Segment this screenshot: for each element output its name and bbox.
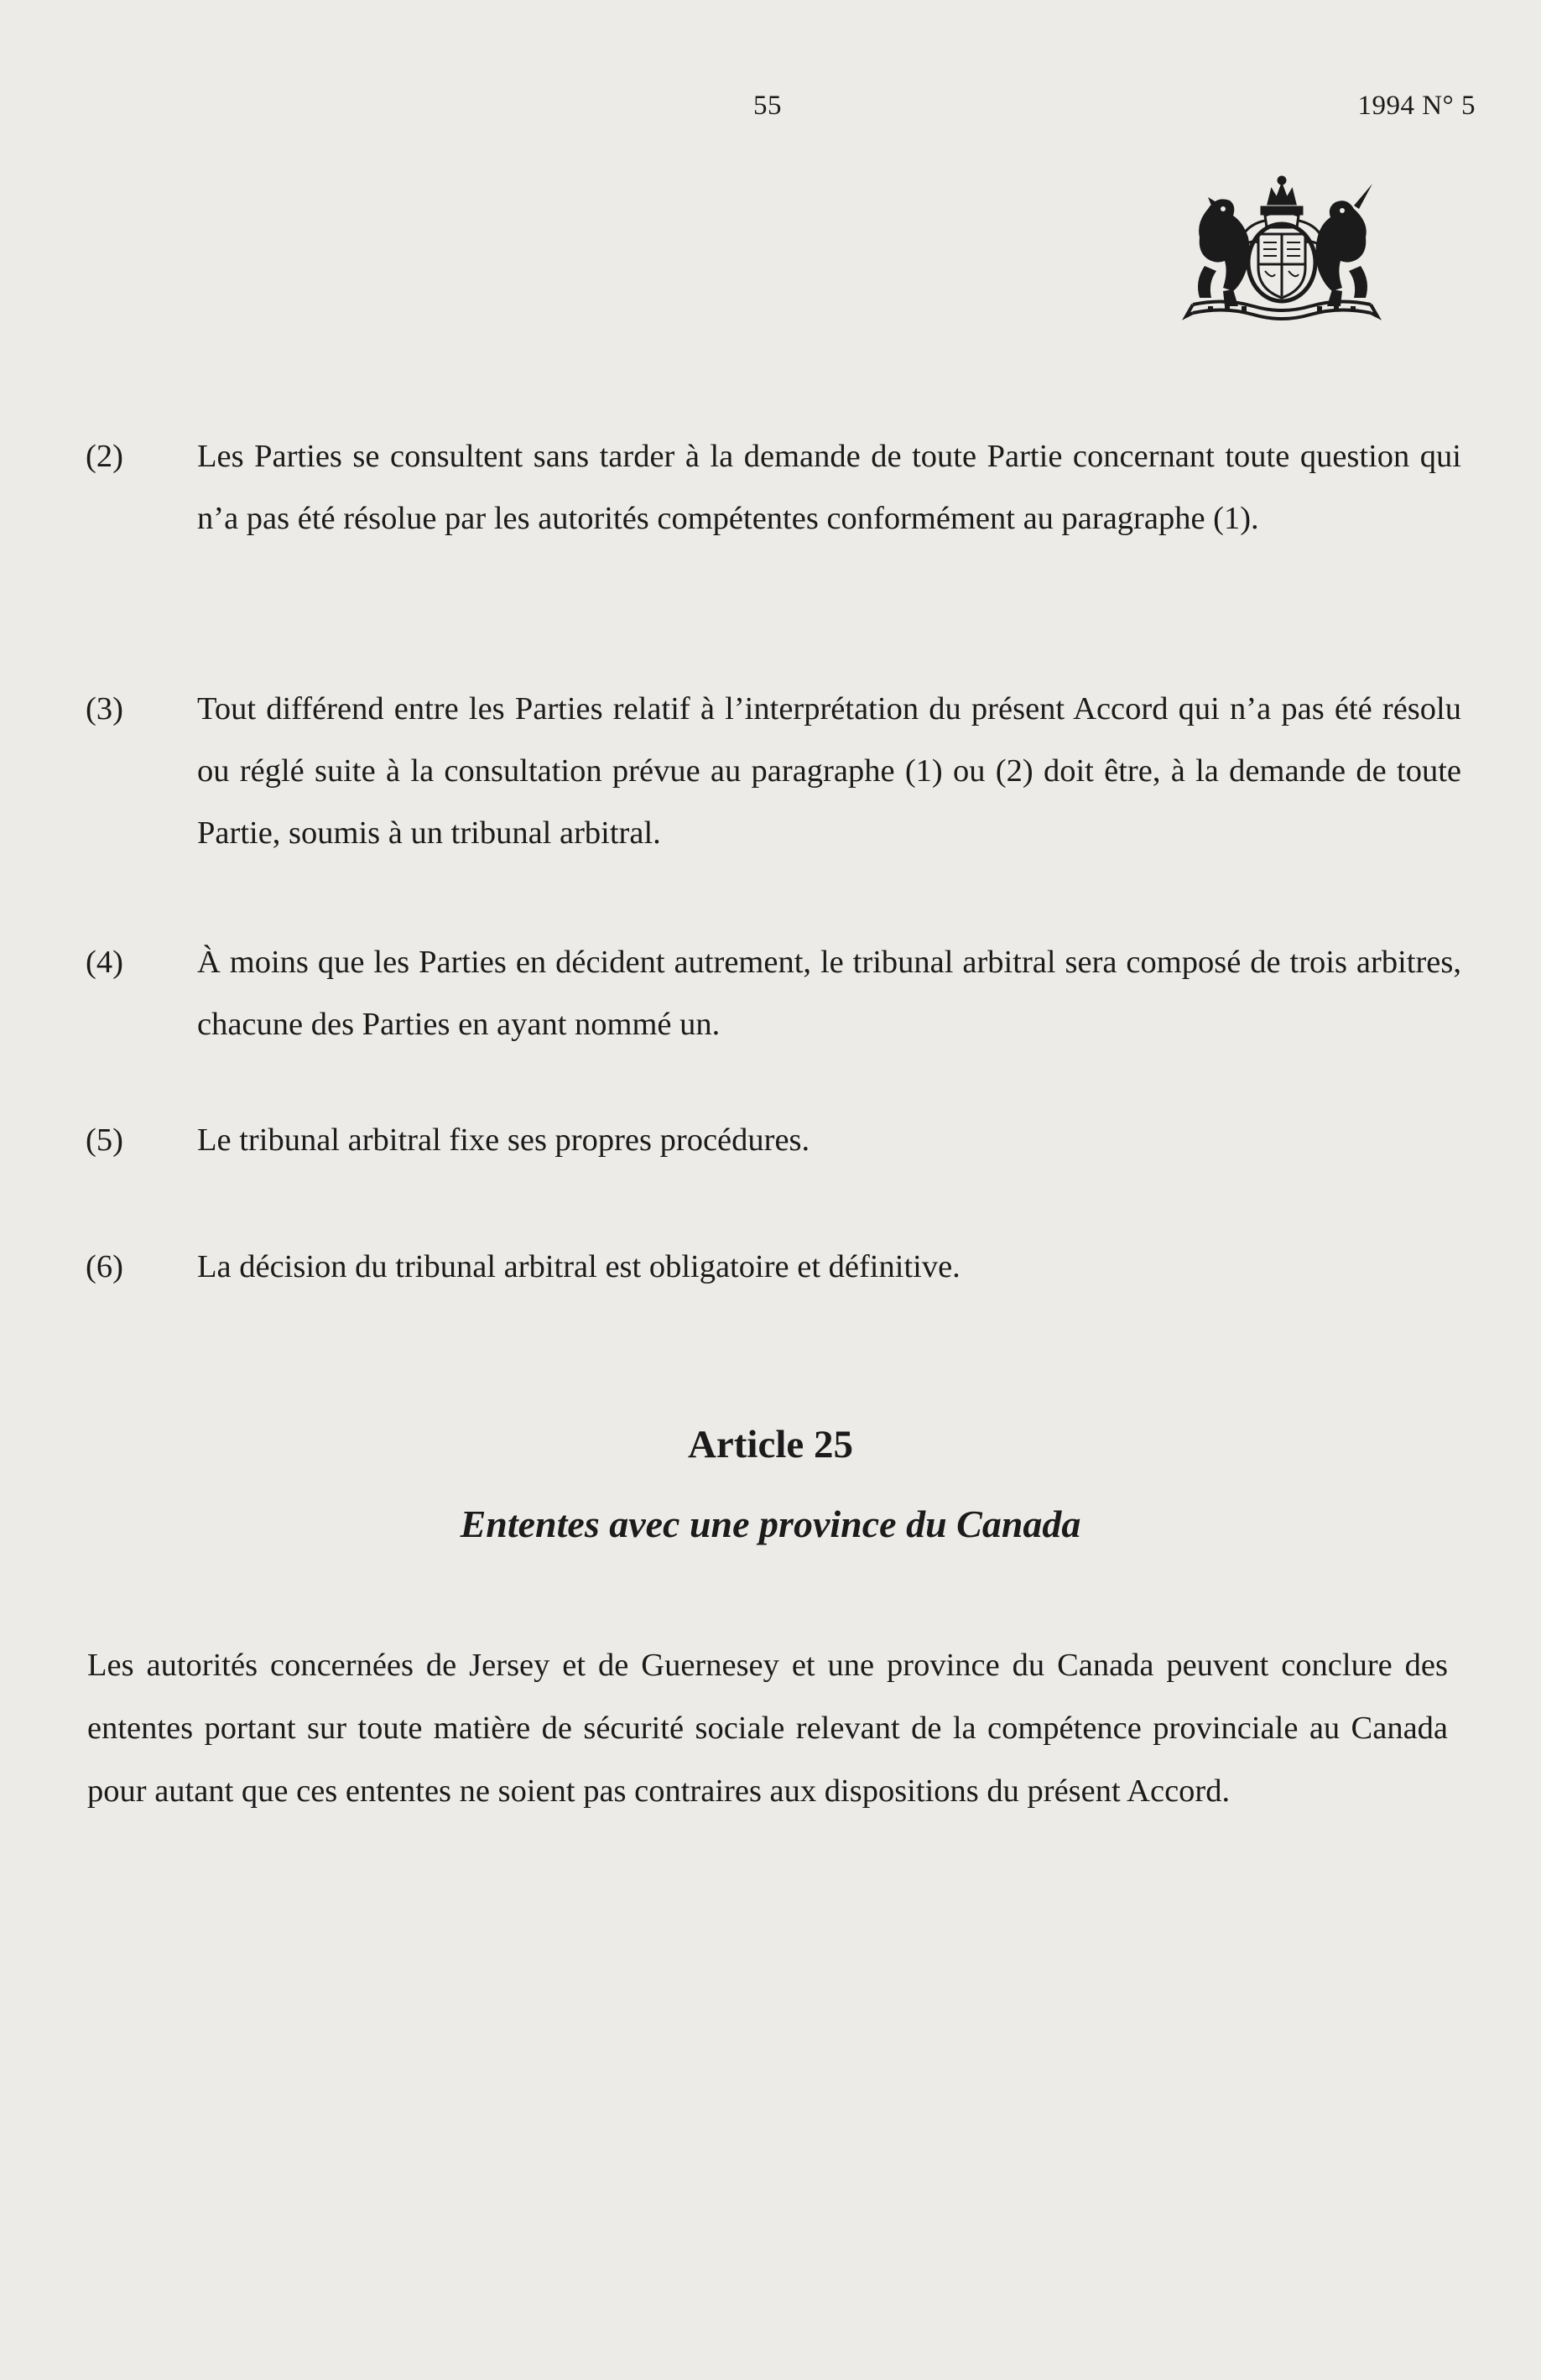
article-subheading: Ententes avec une province du Canada	[460, 1502, 1081, 1545]
paragraph-number: (5)	[86, 1122, 123, 1158]
paragraph-2	[86, 425, 1461, 549]
paragraph-5	[86, 1109, 1461, 1171]
paragraph-3	[86, 678, 1461, 864]
paragraph-text: À moins que les Parties en décident autrement, le tribunal arbitral sera composé de trois arbitres, chacune des Parties en ayant nommé un.	[197, 945, 1461, 1042]
paragraph-number: (2)	[86, 439, 123, 474]
paragraph-number: (6)	[86, 1249, 123, 1284]
article-body: Les autorités concernées de Jersey et de Guernesey et une province du Canada peuvent conclure des ententes portant sur toute matière de sécurité sociale relevant de la compétence provinciale au Canada pour autant que ces ententes ne soient pas contraires aux dispositions du présent Accord.	[87, 1648, 1448, 1809]
paragraph-number: (4)	[86, 945, 123, 980]
paragraph-number: (3)	[86, 691, 123, 726]
paragraph-text: Tout différend entre les Parties relatif à l’interprétation du présent Accord qui n’a pas été résolu ou réglé suite à la consultation prévue au paragraphe (1) ou (2) doit être, à la demande de toute Partie, soumis à un tribunal arbitral.	[197, 691, 1461, 851]
article-heading: Article 25	[687, 1423, 854, 1466]
paragraph-4	[86, 931, 1461, 1055]
paragraph-text: Le tribunal arbitral fixe ses propres procédures.	[197, 1122, 810, 1158]
royal-coat-of-arms-icon	[1174, 172, 1389, 323]
page-number: 55	[753, 91, 782, 121]
paragraph-text: Les Parties se consultent sans tarder à la demande de toute Partie concernant toute question qui n’a pas été résolue par les autorités compétentes conformément au paragraphe (1).	[197, 439, 1461, 536]
paragraph-6	[86, 1236, 1461, 1298]
paragraph-text: La décision du tribunal arbitral est obligatoire et définitive.	[197, 1249, 961, 1284]
gazette-reference: 1994 N° 5	[1357, 91, 1476, 121]
